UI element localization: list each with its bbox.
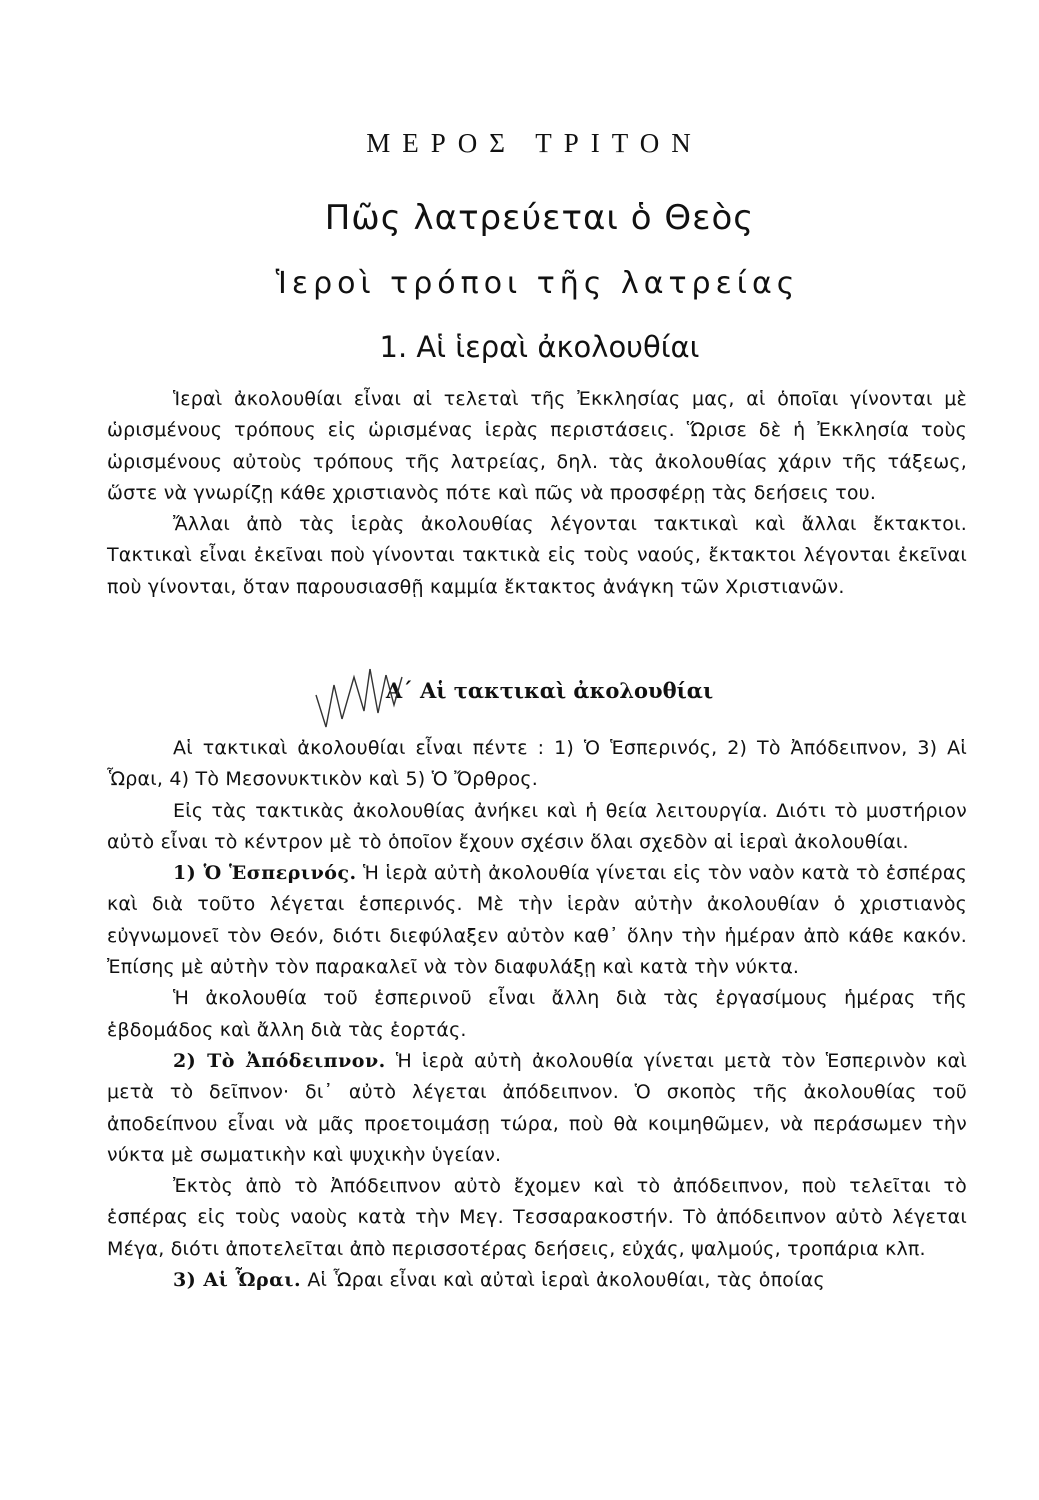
hours-lead: 3) Αἱ Ὧραι. xyxy=(173,1269,302,1292)
paragraph: Αἱ τακτικαὶ ἀκολουθίαι εἶναι πέντε : 1) Ὁ Ἑσπερινός, 2) Τὸ Ἀπόδειπνον, 3) Αἱ Ὧραι, 4) Τὸ Μεσονυκτικὸν καὶ 5) Ὁ Ὄρθρος. xyxy=(107,737,967,791)
subsection-a-body xyxy=(107,733,967,1296)
compline-text: Ἡ ἱερὰ αὐτὴ ἀκολουθία γίνεται μετὰ τὸν Ἑσπερινὸν καὶ μετὰ τὸ δεῖπνον· δι᾿ αὐτὸ λέγεται ἀπόδειπνον. Ὁ σκοπὸς τῆς ἀκολουθίας τοῦ ἀποδείπνου εἶναι νὰ μᾶς προετοιμάσῃ τώρα, ποὺ θὰ κοιμηθῶμεν, νὰ περάσωμεν τὴν νύκτα μὲ σωματικὴν καὶ ψυχικὴν ὑγείαν. xyxy=(107,1049,967,1166)
chapter-title: Πῶς λατρεύεται ὁ Θεὸς xyxy=(324,198,755,238)
paragraph: Ἐκτὸς ἀπὸ τὸ Ἀπόδειπνον αὐτὸ ἔχομεν καὶ τὸ ἀπόδειπνον, ποὺ τελεῖται τὸ ἑσπέρας εἰς τοὺς ναοὺς κατὰ τὴν Μεγ. Τεσσαρακοστήν. Τὸ ἀπόδειπνον αὐτὸ λέγεται Μέγα, διότι ἀποτελεῖται ἀπὸ περισσοτέρας δεήσεις, εὐχάς, ψαλμούς, τροπάρια κλπ. xyxy=(107,1175,967,1260)
paragraph: Ἡ ἀκολουθία τοῦ ἑσπερινοῦ εἶναι ἄλλη διὰ τὰς ἐργασίμους ἡμέρας τῆς ἑβδομάδος καὶ ἄλλη διὰ τὰς ἑορτάς. xyxy=(107,987,967,1041)
part-title: ΜΕΡΟΣ ΤΡΙΤΟΝ xyxy=(366,128,703,158)
section-1-body xyxy=(107,384,967,603)
section-title: 1. Αἱ ἱεραὶ ἀκολουθίαι xyxy=(379,330,700,364)
paragraph-compline xyxy=(107,1046,967,1171)
chapter-subtitle: Ἱεροὶ τρόποι τῆς λατρείας xyxy=(275,266,800,301)
hours-text: Αἱ Ὧραι εἶναι καὶ αὐταὶ ἱεραὶ ἀκολουθίαι, τὰς ὁποίας xyxy=(307,1269,825,1292)
paragraph: Ἱεραὶ ἀκολουθίαι εἶναι αἱ τελεταὶ τῆς Ἐκκλησίας μας, αἱ ὁποῖαι γίνονται μὲ ὡρισμένους τρόπους εἰς ὡρισμένας ἱερὰς περιστάσεις. Ὥρισε δὲ ἡ Ἐκκλησία τοὺς ὡρισμένους αὐτοὺς τρόπους τῆς λατρείας, δηλ. τὰς ἀκολουθίας χάριν τῆς τάξεως, ὥστε νὰ γνωρίζῃ κάθε χριστιανὸς πότε καὶ πῶς νὰ προσφέρῃ τὰς δεήσεις του. xyxy=(107,388,967,504)
subsection-title: Α΄ Αἱ τακτικαὶ ἀκολουθίαι xyxy=(385,678,714,703)
paragraph: Ἄλλαι ἀπὸ τὰς ἱερὰς ἀκολουθίας λέγονται τακτικαὶ καὶ ἄλλαι ἔκτακτοι. Τακτικαὶ εἶναι ἐκεῖναι ποὺ γίνονται τακτικὰ εἰς τοὺς ναούς, ἔκτακτοι λέγονται ἐκεῖναι ποὺ γίνονται, ὅταν παρουσιασθῇ καμμία ἔκτακτος ἀνάγκη τῶν Χριστιανῶν. xyxy=(107,513,967,598)
paragraph: Εἰς τὰς τακτικὰς ἀκολουθίας ἀνήκει καὶ ἡ θεία λειτουργία. Διότι τὸ μυστήριον αὐτὸ εἶναι τὸ κέντρον μὲ τὸ ὁποῖον ἔχουν σχέσιν ὅλαι σχεδὸν αἱ ἱεραὶ ἀκολουθίαι. xyxy=(107,799,967,853)
vespers-lead: 1) Ὁ Ἑσπερινός. xyxy=(173,862,357,885)
compline-lead: 2) Τὸ Ἀπόδειπνον. xyxy=(173,1049,386,1072)
paragraph-vespers xyxy=(107,858,967,983)
vespers-text: Ἡ ἱερὰ αὐτὴ ἀκολουθία γίνεται εἰς τὸν ναὸν κατὰ τὸ ἑσπέρας καὶ διὰ τοῦτο λέγεται ἑσπερινός. Μὲ τὴν ἱερὰν αὐτὴν ἀκολουθίαν ὁ χριστιανὸς εὐγνωμονεῖ τὸν Θεόν, διότι διεφύλαξεν αὐτὸν καθ᾿ ὅλην τὴν ἡμέραν ἀπὸ κάθε κακόν. Ἐπίσης μὲ αὐτὴν τὸν παρακαλεῖ νὰ τὸν διαφυλάξῃ καὶ κατὰ τὴν νύκτα. xyxy=(107,862,967,979)
paragraph-hours xyxy=(107,1265,967,1296)
